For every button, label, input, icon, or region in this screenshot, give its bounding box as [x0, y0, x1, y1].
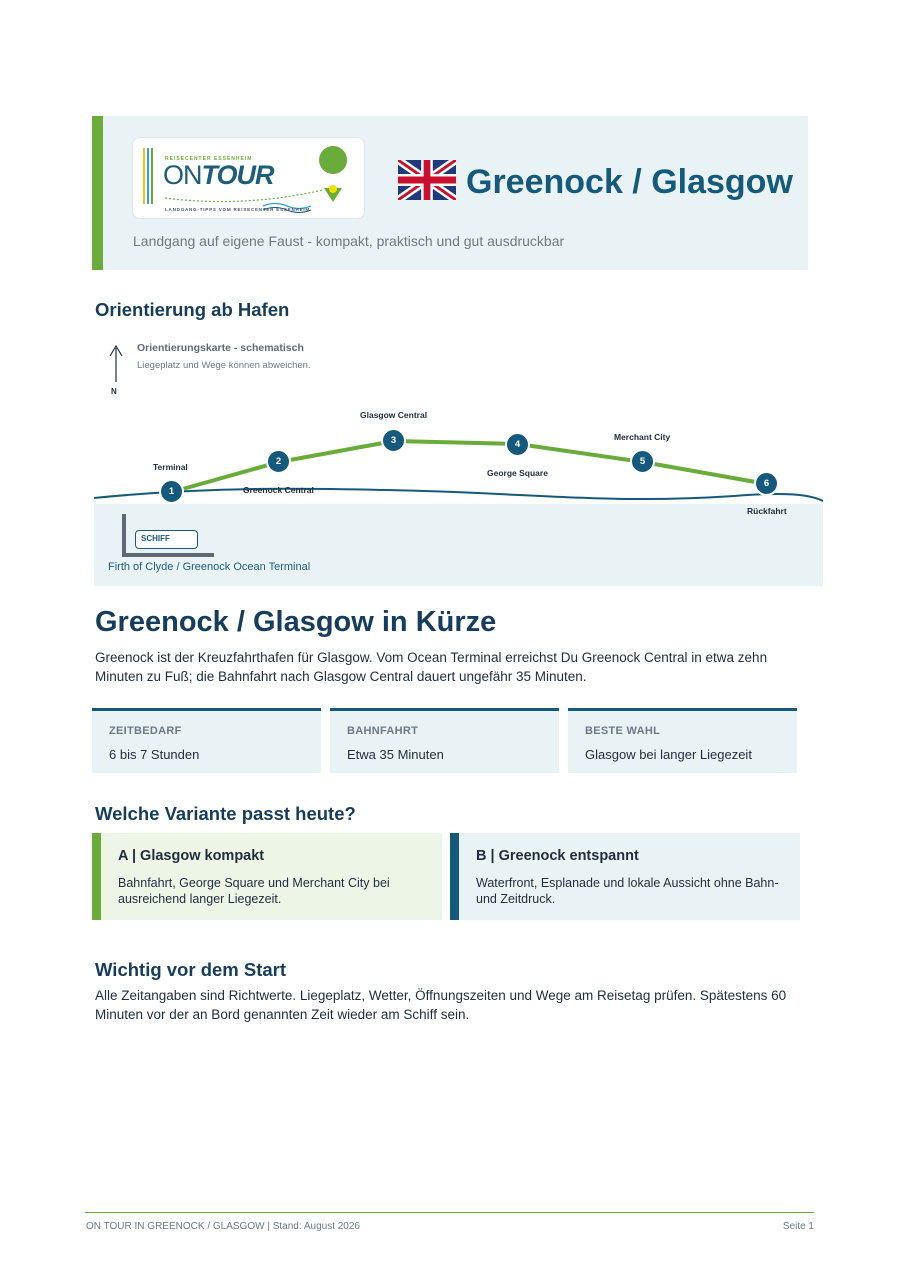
stop-label-terminal: Terminal — [153, 462, 188, 472]
fact-value: Glasgow bei langer Liegezeit — [585, 747, 752, 762]
uk-flag-icon — [398, 160, 456, 200]
summary-heading: Greenock / Glasgow in Kürze — [95, 606, 497, 638]
variant-text: Waterfront, Esplanade und lokale Aussicht ohne Bahn- und Zeitdruck. — [476, 876, 779, 906]
variant-title: A | Glasgow kompakt — [118, 848, 265, 864]
fact-value: 6 bis 7 Stunden — [109, 747, 200, 762]
stop-label-merchant-city: Merchant City — [614, 432, 671, 442]
variant-title: B | Greenock entspannt — [476, 848, 639, 864]
summary-text: Greenock ist der Kreuzfahrthafen für Glasgow. Vom Ocean Terminal erreichst Du Greenock Central in etwa zehn Minuten zu Fuß; die Bahnfahrt nach Glasgow Central dauert ungefähr 35 Minuten. — [95, 650, 768, 684]
header-banner — [92, 116, 808, 270]
fact-label: ZEITBEDARF — [109, 725, 182, 737]
stop-marker: 4 — [505, 432, 530, 457]
map-note: Liegeplatz und Wege können abweichen. — [137, 360, 311, 371]
north-label: N — [111, 387, 117, 396]
variant-text: Bahnfahrt, George Square und Merchant City bei ausreichend langer Liegezeit. — [118, 876, 390, 906]
footer-divider — [85, 1212, 814, 1213]
page-title: Greenock / Glasgow — [466, 163, 793, 201]
water-caption: Firth of Clyde / Greenock Ocean Terminal — [108, 561, 311, 573]
stop-label-rueckfahrt: Rückfahrt — [747, 506, 787, 516]
fact-card — [330, 708, 559, 773]
map-graphic — [94, 336, 824, 588]
fact-card — [92, 708, 321, 773]
stop-label-glasgow-central: Glasgow Central — [360, 410, 428, 420]
footer-text: ON TOUR IN GREENOCK / GLASGOW | Stand: August 2026 — [86, 1221, 360, 1232]
page-number: Seite 1 — [782, 1221, 814, 1232]
orientation-heading: Orientierung ab Hafen — [95, 299, 290, 320]
variant-card-a — [92, 833, 442, 920]
important-text: Alle Zeitangaben sind Richtwerte. Liegeplatz, Wetter, Öffnungszeiten und Wege am Reisetag prüfen. Spätestens 60 Minuten vor der an Bord genannten Zeit wieder am Schiff sein. — [95, 988, 787, 1022]
stop-marker: 5 — [630, 449, 655, 474]
stop-marker: 3 — [381, 428, 406, 453]
logo-bottom-text: LANDGANG-TIPPS VOM REISECENTER ESSENHEIM — [165, 207, 311, 212]
logo-top-text: REISECENTER ESSENHEIM — [165, 156, 253, 162]
fact-label: BAHNFAHRT — [347, 725, 419, 737]
stop-label-george-square: George Square — [487, 468, 548, 478]
fact-card — [568, 708, 797, 773]
stop-marker: 6 — [754, 471, 779, 496]
variant-card-b — [450, 833, 800, 920]
on-tour-logo — [132, 137, 365, 219]
variants-heading: Welche Variante passt heute? — [95, 803, 356, 824]
map-title: Orientierungskarte - schematisch — [137, 342, 304, 354]
fact-value: Etwa 35 Minuten — [347, 747, 444, 762]
ship-label: SCHIFF — [135, 530, 198, 549]
orientation-map — [94, 336, 824, 588]
page-subtitle: Landgang auf eigene Faust - kompakt, praktisch und gut ausdruckbar — [133, 233, 565, 249]
header-accent-bar — [92, 116, 103, 270]
logo-brand: ONTOUR — [163, 160, 274, 190]
important-heading: Wichtig vor dem Start — [95, 959, 287, 980]
stop-marker: 2 — [266, 449, 291, 474]
fact-label: BESTE WAHL — [585, 725, 661, 737]
stop-label-greenock-central: Greenock Central — [243, 485, 314, 495]
stop-marker: 1 — [159, 479, 184, 504]
